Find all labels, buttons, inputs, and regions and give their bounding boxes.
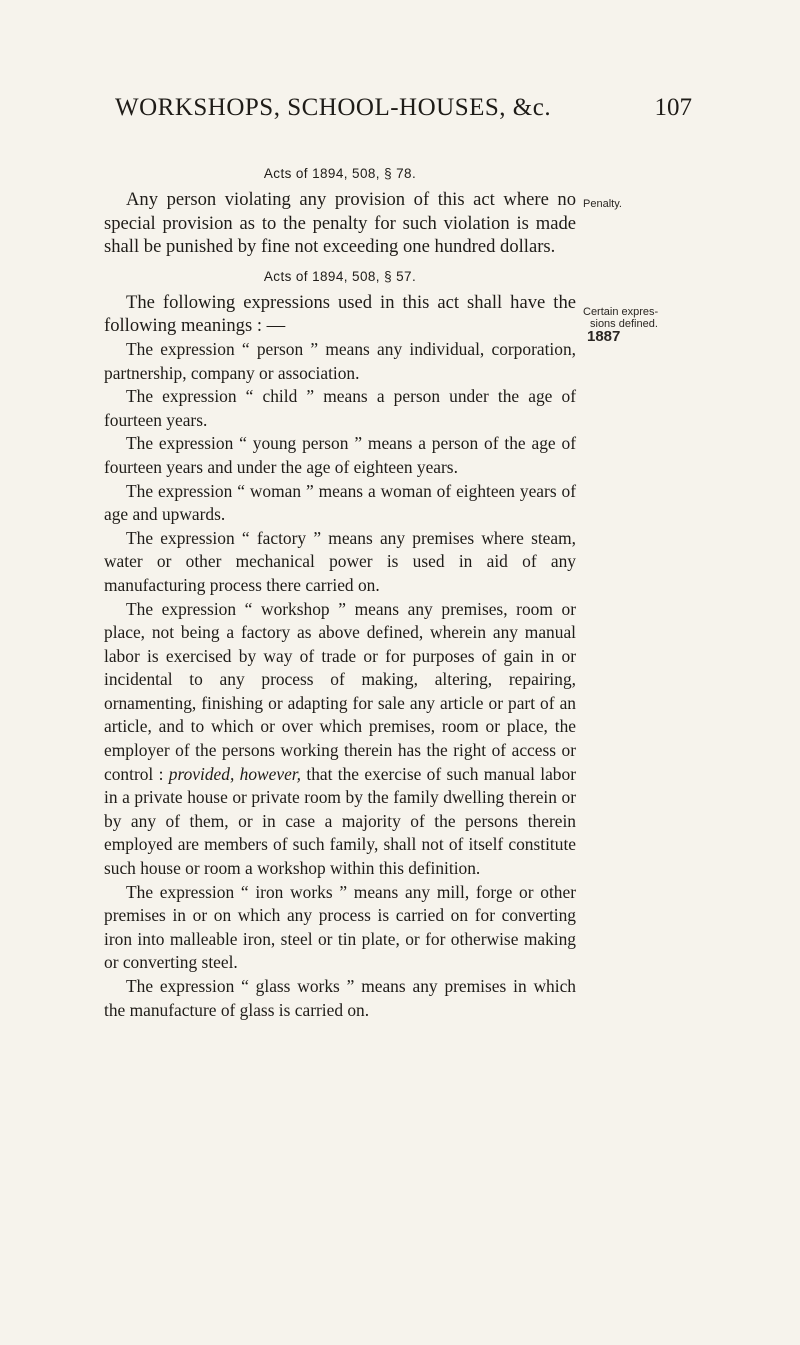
definition-woman: The expression “ woman ” means a woman of eighteen years of age and upwards. (104, 480, 576, 525)
definition-glass-works: The expression “ glass works ” means any premises in which the manufacture of glass is carried on. (104, 976, 576, 1020)
running-head-title: WORKSHOPS, SCHOOL-HOUSES, &c. (115, 94, 552, 121)
workshop-proviso: provided, however, (168, 763, 301, 784)
page-number: 107 (654, 94, 692, 121)
running-head (0, 94, 800, 124)
margin-note-certain-line2: sions defined. (590, 318, 658, 330)
workshop-text-a: The expression “ workshop ” means any premises, room or place, not being a factory as above defined, wherein any manual labor is exercised by way of trade or for purposes of gain in or incidental to any process of making, altering, repairing, ornamenting, finishing or adapting for sale any article or part of an article, and to which or over which premises, room or place, the employer of the persons working therein has the right of access or control : (104, 598, 576, 784)
act-citation-57: Acts of 1894, 508, § 57. (263, 268, 417, 284)
definition-person: The expression “ person ” means any individual, corporation, partnership, company or association. (104, 338, 576, 383)
definition-young-person: The expression “ young person ” means a person of the age of fourteen years and under the age of eighteen years. (104, 433, 576, 477)
definition-workshop (104, 598, 576, 881)
definition-iron-works: The expression “ iron works ” means any mill, forge or other premises in or on which any process is carried on for converting iron into malleable iron, steel or tin plate, or for otherwise making or converting steel. (104, 881, 576, 973)
margin-note-year: 1887 (587, 328, 621, 345)
definition-child: The expression “ child ” means a person under the age of fourteen years. (104, 386, 576, 430)
definitions-intro: The following expressions used in this act shall have the following meanings : — (104, 291, 576, 337)
margin-note-certain-line1: Certain expres- (583, 306, 659, 318)
act-citation-78: Acts of 1894, 508, § 78. (263, 166, 417, 181)
penalty-paragraph: Any person violating any provision of this act where no special provision as to the penalty for such violation is made shall be punished by fine not exceeding one hundred dollars. (104, 189, 576, 258)
margin-note-penalty: Penalty. (583, 198, 622, 210)
workshop-text-b: that the exercise of such manual labor in a private house or private room by the family dwelling therein or by any of them, or in case a majority of the persons therein employed are members of such family, shall not of itself constitute such house or room a workshop within this definition. (104, 763, 576, 879)
definition-factory: The expression “ factory ” means any premises where steam, water or other mechanical power is used in aid of any manufacturing process there carried on. (104, 527, 576, 595)
body-text (104, 164, 576, 1022)
